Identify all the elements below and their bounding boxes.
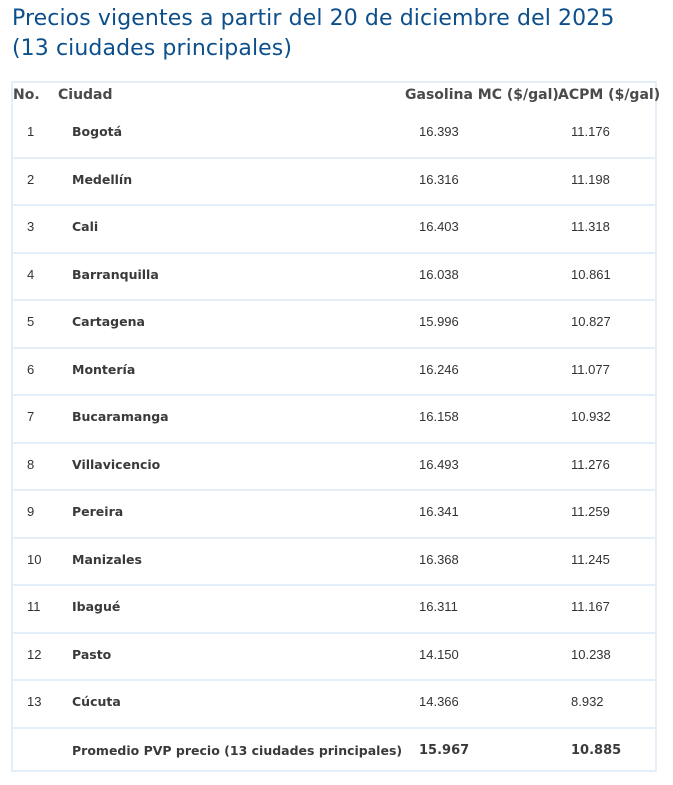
row-city: Pasto [72, 646, 112, 662]
row-gasoline: 16.368 [419, 551, 459, 567]
row-city: Villavicencio [72, 456, 161, 472]
header-gasoline: Gasolina MC ($/gal) [405, 87, 559, 103]
row-acpm: 11.259 [571, 504, 610, 519]
table-row [13, 301, 655, 349]
row-acpm: 10.932 [571, 409, 611, 424]
row-number: 2 [27, 171, 35, 187]
row-acpm: 10.238 [571, 646, 611, 662]
row-city: Ibagué [72, 599, 121, 614]
row-city: Medellín [72, 171, 133, 187]
row-gasoline: 16.311 [419, 599, 458, 614]
row-acpm: 8.932 [571, 694, 604, 709]
row-gasoline: 16.341 [419, 504, 459, 519]
row-acpm: 10.827 [571, 314, 611, 329]
header-city: Ciudad [58, 87, 113, 103]
row-city: Manizales [72, 551, 142, 567]
row-gasoline: 16.393 [419, 124, 459, 139]
row-acpm: 10.861 [571, 266, 611, 282]
row-city: Barranquilla [72, 266, 159, 282]
row-number: 6 [27, 361, 35, 377]
summary-label: Promedio PVP precio (13 ciudades principales) [72, 742, 403, 758]
row-number: 9 [27, 504, 35, 519]
table-row [13, 539, 655, 587]
row-gasoline: 16.316 [419, 171, 459, 187]
header-acpm: ACPM ($/gal) [558, 87, 661, 103]
row-gasoline: 14.150 [419, 646, 459, 662]
table-header [13, 83, 661, 111]
row-gasoline: 16.403 [419, 219, 459, 234]
row-gasoline: 16.158 [419, 409, 459, 424]
row-number: 3 [27, 219, 35, 234]
page-title: Precios vigentes a partir del 20 de diciembre del 2025 (13 ciudades principales) [12, 6, 615, 61]
row-number: 8 [27, 456, 35, 472]
row-acpm: 11.276 [571, 456, 610, 472]
table-row [13, 634, 655, 682]
table-row [13, 349, 655, 397]
row-acpm: 11.318 [571, 219, 610, 234]
table-row [13, 396, 655, 444]
summary-gasoline: 15.967 [419, 742, 470, 758]
table-row [13, 111, 655, 159]
row-acpm: 11.176 [571, 124, 610, 139]
table-row [13, 444, 655, 492]
row-city: Pereira [72, 504, 124, 519]
row-number: 1 [27, 124, 35, 139]
row-acpm: 11.245 [571, 551, 610, 567]
row-gasoline: 16.493 [419, 456, 459, 472]
row-number: 12 [27, 646, 42, 662]
row-city: Cali [72, 219, 99, 234]
summary-acpm: 10.885 [571, 742, 622, 758]
row-number: 4 [27, 266, 35, 282]
row-gasoline: 14.366 [419, 694, 459, 709]
row-gasoline: 16.038 [419, 266, 459, 282]
table-row [13, 586, 655, 634]
price-table [11, 81, 661, 772]
row-number: 10 [27, 551, 42, 567]
row-gasoline: 15.996 [419, 314, 459, 329]
summary-row [13, 729, 655, 776]
row-acpm: 11.198 [571, 171, 610, 187]
row-city: Cartagena [72, 314, 145, 329]
row-number: 5 [27, 314, 35, 329]
row-number: 7 [27, 409, 35, 424]
row-acpm: 11.077 [571, 361, 610, 377]
row-city: Montería [72, 361, 136, 377]
row-number: 13 [27, 694, 42, 709]
table-row [13, 254, 655, 302]
row-gasoline: 16.246 [419, 361, 459, 377]
table-row [13, 159, 655, 207]
table-body [13, 111, 655, 776]
table-row [13, 491, 655, 539]
row-number: 11 [27, 599, 41, 614]
row-acpm: 11.167 [571, 599, 610, 614]
table-row [13, 681, 655, 729]
table-row [13, 206, 655, 254]
row-city: Bogotá [72, 124, 123, 139]
row-city: Bucaramanga [72, 409, 169, 424]
header-no: No. [13, 87, 40, 103]
row-city: Cúcuta [72, 694, 121, 709]
